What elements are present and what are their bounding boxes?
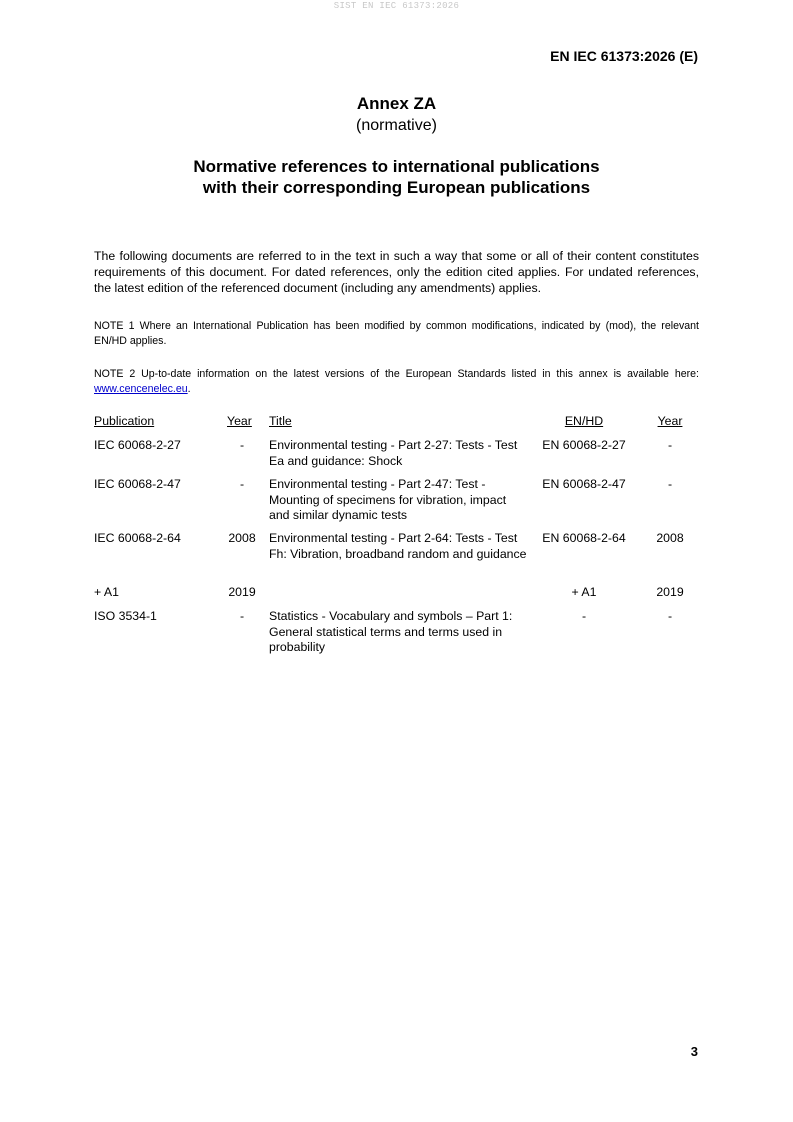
cell-year: - — [239, 438, 245, 452]
table-row — [94, 609, 699, 659]
cell-year-2: 2008 — [656, 531, 684, 545]
table-header-row — [94, 414, 699, 438]
cell-publication: + A1 — [94, 585, 119, 599]
cell-year: 2019 — [228, 585, 256, 599]
cell-year-2: 2019 — [656, 585, 684, 599]
table-row — [94, 531, 699, 585]
cell-title: Environmental testing - Part 2-64: Tests - Test Fh: Vibration, broadband random and guidance — [269, 531, 527, 561]
cell-en-hd: EN 60068-2-47 — [542, 477, 626, 491]
annex-heading-line2: with their corresponding European publications — [202, 178, 591, 197]
annex-heading — [0, 156, 793, 198]
cell-publication: IEC 60068-2-47 — [94, 477, 181, 491]
cell-year: - — [239, 609, 245, 623]
cell-year: 2008 — [228, 531, 256, 545]
table-row — [94, 585, 699, 609]
cell-publication: ISO 3534-1 — [94, 609, 157, 623]
cell-title: Environmental testing - Part 2-27: Tests - Test Ea and guidance: Shock — [269, 438, 518, 468]
note-2-end: . — [187, 383, 191, 395]
cencenelec-link[interactable]: www.cencenelec.eu — [94, 383, 188, 395]
cell-year-2: - — [667, 477, 673, 491]
cell-en-hd: - — [581, 609, 587, 623]
cell-title: Environmental testing - Part 2-47: Test - Mounting of specimens for vibration, impact and similar dynamic tests — [269, 477, 507, 522]
header-en-hd: EN/HD — [564, 414, 604, 428]
cell-year: - — [239, 477, 245, 491]
header-title: Title — [269, 414, 292, 428]
cell-publication: IEC 60068-2-64 — [94, 531, 181, 545]
cell-title: Statistics - Vocabulary and symbols – Part 1: General statistical terms and terms used in probability — [269, 609, 513, 654]
cell-year-2: - — [667, 609, 673, 623]
header-publication: Publication — [94, 414, 155, 428]
intro-paragraph: The following documents are referred to in the text in such a way that some or all of their content constitutes requirements of this document. For dated references, only the edition cited applies. For undated references, the latest edition of the referenced document (including any amendments) applies. — [94, 249, 699, 295]
document-id: EN IEC 61373:2026 (E) — [550, 48, 698, 64]
cell-year-2: - — [667, 438, 673, 452]
page-number: 3 — [690, 1044, 698, 1059]
note-2 — [94, 367, 699, 397]
cell-publication: IEC 60068-2-27 — [94, 438, 181, 452]
cell-en-hd: + A1 — [571, 585, 597, 599]
header-year: Year — [227, 414, 252, 428]
cell-en-hd: EN 60068-2-64 — [542, 531, 626, 545]
table-row — [94, 477, 699, 531]
note-2-text: NOTE 2 Up-to-date information on the latest versions of the European Standards listed in this annex is available here: — [94, 368, 699, 380]
annex-subtitle: (normative) — [356, 117, 437, 134]
cell-en-hd: EN 60068-2-27 — [542, 438, 626, 452]
table-row — [94, 438, 699, 477]
annex-title: Annex ZA — [356, 94, 437, 113]
references-table — [94, 414, 699, 659]
watermark: SIST EN IEC 61373:2026 — [333, 1, 460, 11]
header-year-2: Year — [657, 414, 683, 428]
annex-heading-line1: Normative references to international publications — [193, 157, 600, 176]
note-1: NOTE 1 Where an International Publication has been modified by common modifications, indicated by (mod), the relevant EN/HD applies. — [94, 320, 699, 347]
